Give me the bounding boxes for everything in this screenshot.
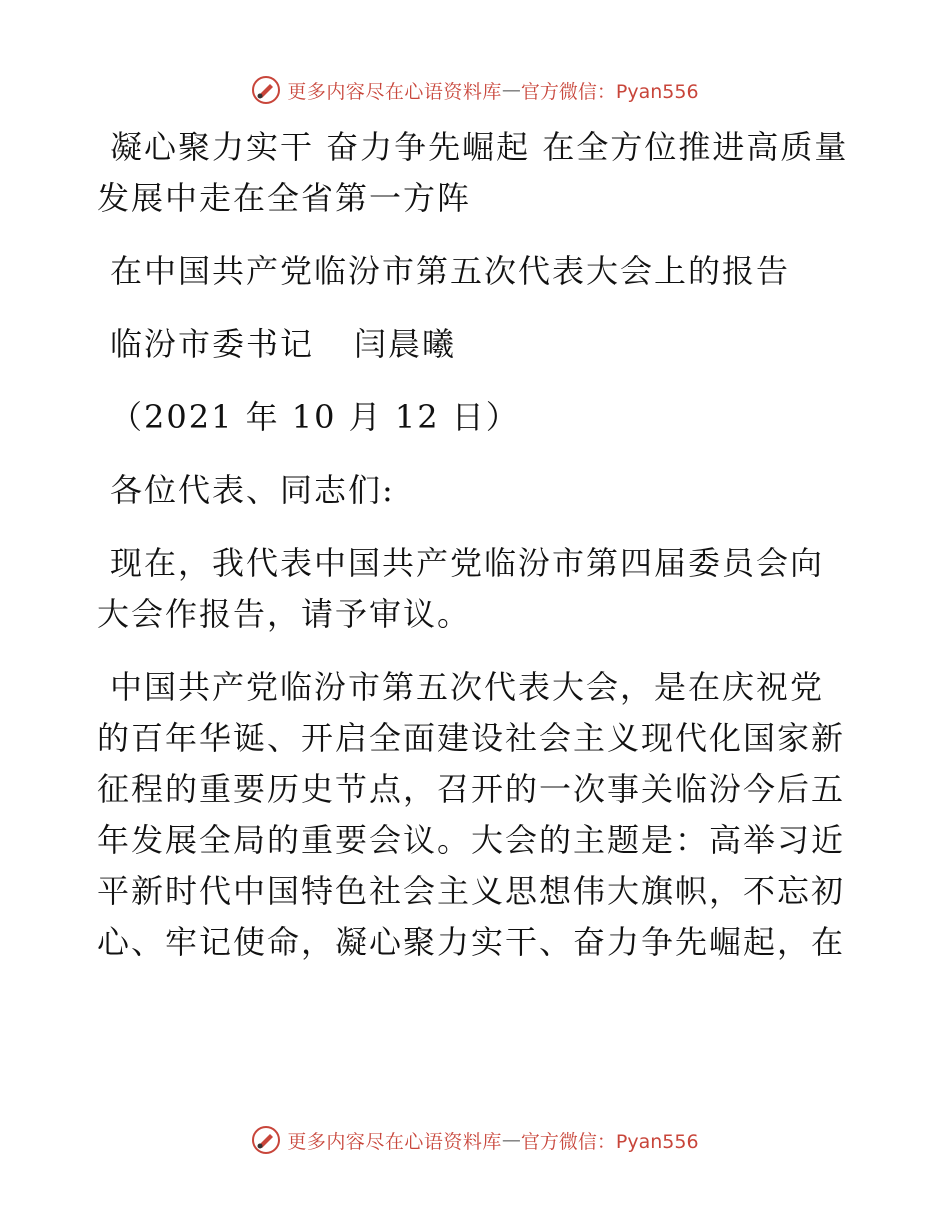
document-body [97, 122, 857, 990]
watermark-wechat: 官方微信：Pyan556 [520, 1130, 699, 1153]
watermark-dash: — [501, 1129, 521, 1151]
watermark-dash: — [501, 79, 521, 101]
logo-icon [251, 1125, 281, 1155]
author-line [97, 319, 857, 370]
watermark-wechat: 官方微信：Pyan556 [520, 80, 699, 103]
logo-icon [251, 75, 281, 105]
watermark-text: 更多内容尽在心语资料库 [287, 80, 502, 103]
paragraph: 中国共产党临汾市第五次代表大会，是在庆祝党的百年华诞、开启全面建设社会主义现代化国家新征程的重要历史节点，召开的一次事关临汾今后五年发展全局的重要会议。大会的主题是：高举习近平新时代中国特色社会主义思想伟大旗帜，不忘初心、牢记使命，凝心聚力实干、奋力争先崛起，在 [97, 668, 846, 961]
author-name: 闫晨曦 [354, 325, 457, 363]
header-watermark [0, 70, 950, 110]
salutation: 各位代表、同志们: [110, 471, 395, 509]
author-role: 临汾市委书记 [110, 325, 315, 363]
document-date: （2021 年 10 月 12 日） [110, 398, 520, 436]
watermark-text: 更多内容尽在心语资料库 [287, 1130, 502, 1153]
document-title: 凝心聚力实干 奋力争先崛起 在全方位推进高质量发展中走在全省第一方阵 [97, 128, 849, 217]
footer-watermark [0, 1120, 950, 1160]
paragraph: 现在，我代表中国共产党临汾市第四届委员会向大会作报告，请予审议。 [97, 544, 825, 633]
document-subtitle: 在中国共产党临汾市第五次代表大会上的报告 [110, 252, 791, 290]
